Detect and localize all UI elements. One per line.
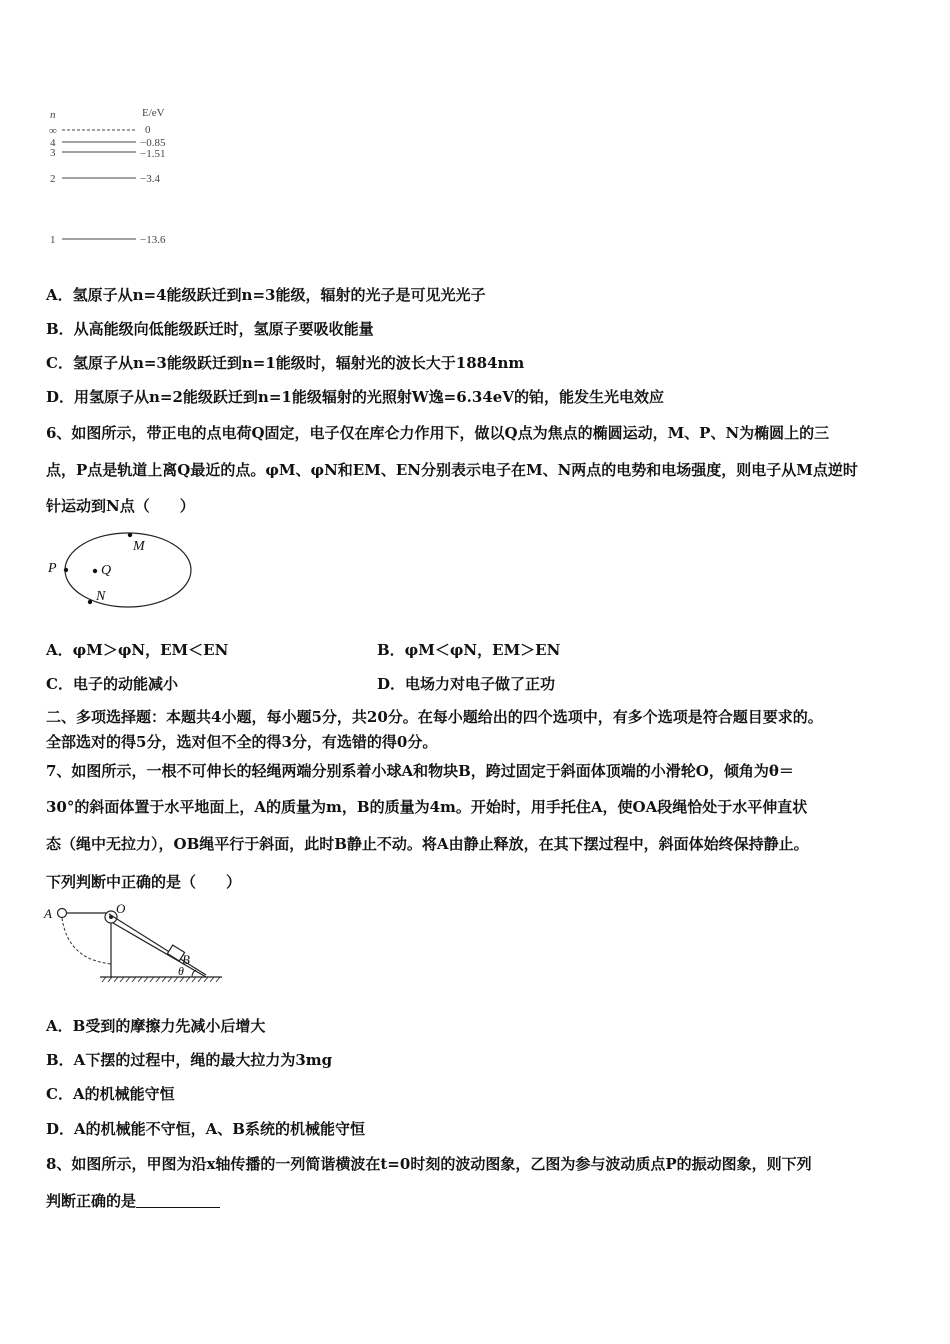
level-e-1: −13.6 [140,234,166,246]
block-b-label: B [182,952,190,967]
q8-stem-line2 [46,1191,220,1211]
q7-stem-line4: 下列判断中正确的是（ ） [46,873,242,891]
q7-option-c: C．A的机械能守恒 [46,1085,175,1103]
q6-stem-line3: 针运动到N点（ ） [46,497,195,515]
pulley-o-label: O [116,902,126,916]
level-e-3: −1.51 [140,148,166,160]
answer-blank [136,1193,220,1208]
q8-stem-line2-text: 判断正确的是 [46,1192,137,1210]
orbit-ellipse [65,533,191,607]
point-m-dot [128,533,132,537]
q5-option-d: D．用氢原子从n=2能级跃迁到n=1能级辐射的光照射W逸=6.34eV的铂，能发生光电效应 [46,388,664,406]
q7-stem-line1: 7、如图所示，一根不可伸长的轻绳两端分别系着小球A和物块B，跨过固定于斜面体顶端的小滑轮O，倾角为θ＝ [46,762,794,780]
q5-option-a: A．氢原子从n=4能级跃迁到n=3能级，辐射的光子是可见光光子 [46,286,486,304]
level-n-2: 2 [50,173,56,185]
angle-theta-label: θ [178,964,184,978]
q6-stem-line2: 点，P点是轨道上离Q最近的点。φM、φN和EM、EN分别表示电子在M、N两点的电势和电场强度，则电子从M点逆时 [46,461,858,479]
q6-option-c: C．电子的动能减小 [46,675,178,693]
level-n-4: 4 [50,137,56,149]
level-e-inf: 0 [145,124,151,136]
point-p-dot [64,568,68,572]
ball-a-label: A [44,906,52,921]
ellipse-orbit-figure [40,528,200,613]
level-e-4: −0.85 [140,137,166,149]
q6-option-b: B．φM＜φN，EM＞EN [377,641,561,659]
q5-option-c: C．氢原子从n=3能级跃迁到n=1能级时，辐射光的波长大于1884nm [46,354,525,372]
charge-q-label: Q [101,563,112,578]
q6-option-d: D．电场力对电子做了正功 [377,675,556,693]
energy-level-diagram [40,104,200,254]
q7-option-a: A．B受到的摩擦力先减小后增大 [46,1017,266,1035]
q8-stem-line1: 8、如图所示，甲图为沿x轴传播的一列简谐横波在t=0时刻的波动图象，乙图为参与波动质点P的振动图象，则下列 [46,1155,812,1173]
point-n-dot [88,600,92,604]
q6-option-a: A．φM＞φN，EM＜EN [46,641,229,659]
level-e-2: −3.4 [140,173,160,185]
q7-option-d: D．A的机械能不守恒，A、B系统的机械能守恒 [46,1120,365,1138]
incline-slope-lower [113,923,206,977]
swing-path [62,918,112,964]
point-p-label: P [48,561,57,576]
energy-axis-label: E/eV [142,107,165,119]
q7-option-b: B．A下摆的过程中，绳的最大拉力为3mg [46,1051,333,1069]
q7-stem-line2: 30°的斜面体置于水平地面上，A的质量为m，B的质量为4m。开始时，用手托住A，使OA段绳恰处于水平伸直状 [46,798,808,816]
section2-heading-line1: 二、多项选择题：本题共4小题，每小题5分，共20分。在每小题给出的四个选项中，有多个选项是符合题目要求的。 [46,708,823,726]
q5-option-b: B．从高能级向低能级跃迁时，氢原子要吸收能量 [46,320,374,338]
section2-heading-line2: 全部选对的得5分，选对但不全的得3分，有选错的得0分。 [46,733,438,751]
q6-stem-line1: 6、如图所示，带正电的点电荷Q固定，电子仅在库仑力作用下，做以Q点为焦点的椭圆运动，M、P、N为椭圆上的三 [46,424,830,442]
n-axis-label: n [50,109,56,121]
q7-stem-line3: 态（绳中无拉力），OB绳平行于斜面，此时B静止不动。将A由静止释放，在其下摆过程中，斜面体始终保持静止。 [46,835,809,853]
ground-hatching [102,977,220,982]
charge-q-dot [93,569,97,573]
ball-a [58,909,67,918]
incline-pulley-figure [40,902,230,987]
level-n-1: 1 [50,234,56,246]
level-n-3: 3 [50,147,56,159]
incline-slope-upper [109,914,206,975]
point-m-label: M [133,539,145,554]
level-n-inf: ∞ [49,125,57,137]
point-n-label: N [96,589,106,604]
